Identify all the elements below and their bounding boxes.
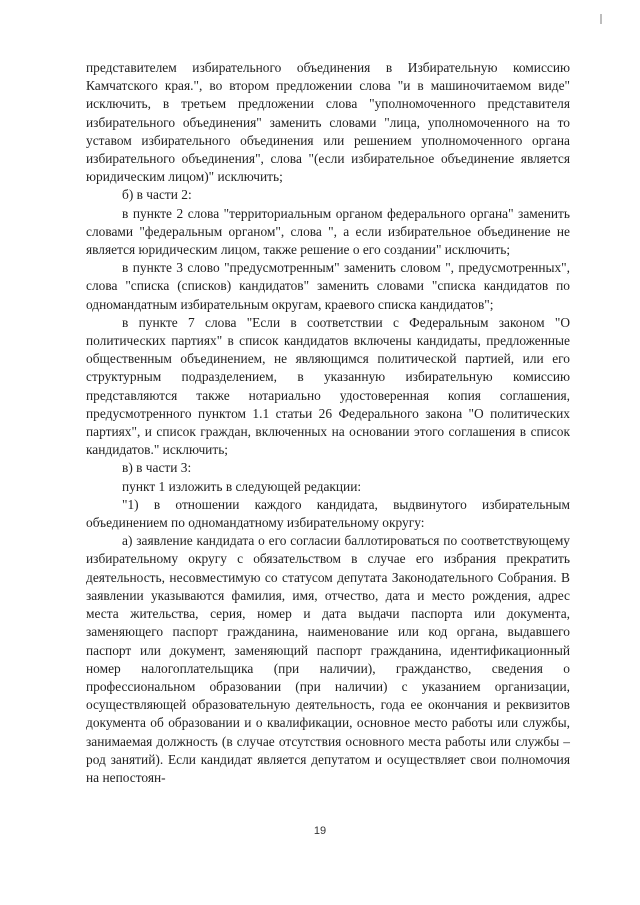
paragraph-6: в) в части 3: <box>122 460 192 476</box>
paragraph-8: "1) в отношении каждого кандидата, выдвинутого избирательным объединением по одномандатному избирательному округу: <box>86 496 570 531</box>
paragraph-7: пункт 1 изложить в следующей редакции: <box>122 478 362 494</box>
paragraph-3: в пункте 2 слова "территориальным органом федерального органа" заменить словами "федеральным органом", слова ", а если избирательное объединение не является юридическим лицом, также решение о его создании" исключить; <box>86 205 570 258</box>
paragraph-9: а) заявление кандидата о его согласии баллотироваться по соответствующему избирательному округу с обязательством в случае его избрания прекратить деятельность, несовместимую со статусом депутата Законодательного Собрания. В заявлении указываются фамилия, имя, отчество, дата и место рождения, адрес места жительства, серия, номер и дата выдачи паспорта или документа, заменяющего паспорт гражданина, наименование или код органа, выдавшего паспорт или документ, заменяющий паспорт гражданина, идентификационный номер налогоплательщика (при наличии), гражданство, сведения о профессиональном образовании (при наличии) с указанием организации, осуществляющей образовательную деятельность, года ее окончания и реквизитов документа об образовании и о квалификации, основное место работы или службы, занимаемая должность (в случае отсутствия основного места работы или службы – род занятий). Если кандидат является депутатом и осуществляет свои полномочия на непостоян- <box>86 533 570 785</box>
paragraph-4: в пункте 3 слово "предусмотренным" заменить словом ", предусмотренных", слова "списка (списков) кандидатов" заменить словами "списка кандидатов по одномандатным избирательным округам, краевого списка кандидатов"; <box>86 260 570 312</box>
page-number: 19 <box>313 825 327 837</box>
document-body <box>86 59 570 787</box>
paragraph-5: в пункте 7 слова "Если в соответствии с Федеральным законом "О политических партиях" в список кандидатов включены кандидаты, предложенные общественным объединением, не являющимся политической партией, или его структурным подразделением, в указанную избирательную комиссию представляются также нотариально удостоверенная копия соглашения, предусмотренного пунктом 1.1 статьи 26 Федерального закона "О политических партиях", и список граждан, включенных на основании этого соглашения в список кандидатов." исключить; <box>86 314 570 458</box>
paragraph-2: б) в части 2: <box>122 187 192 203</box>
scan-mark <box>600 14 602 24</box>
paragraph-1: представителем избирательного объединения в Избирательную комиссию Камчатского края.", во втором предложении слова "и в машиночитаемом виде" исключить, в третьем предложении слова "уполномоченного представителя избирательного объединения" заменить словами "лица, уполномоченного на то уставом избирательного объединения или решением уполномоченного органа избирательного объединения", слова "(если избирательное объединение является юридическим лицом)" исключить; <box>86 60 570 185</box>
